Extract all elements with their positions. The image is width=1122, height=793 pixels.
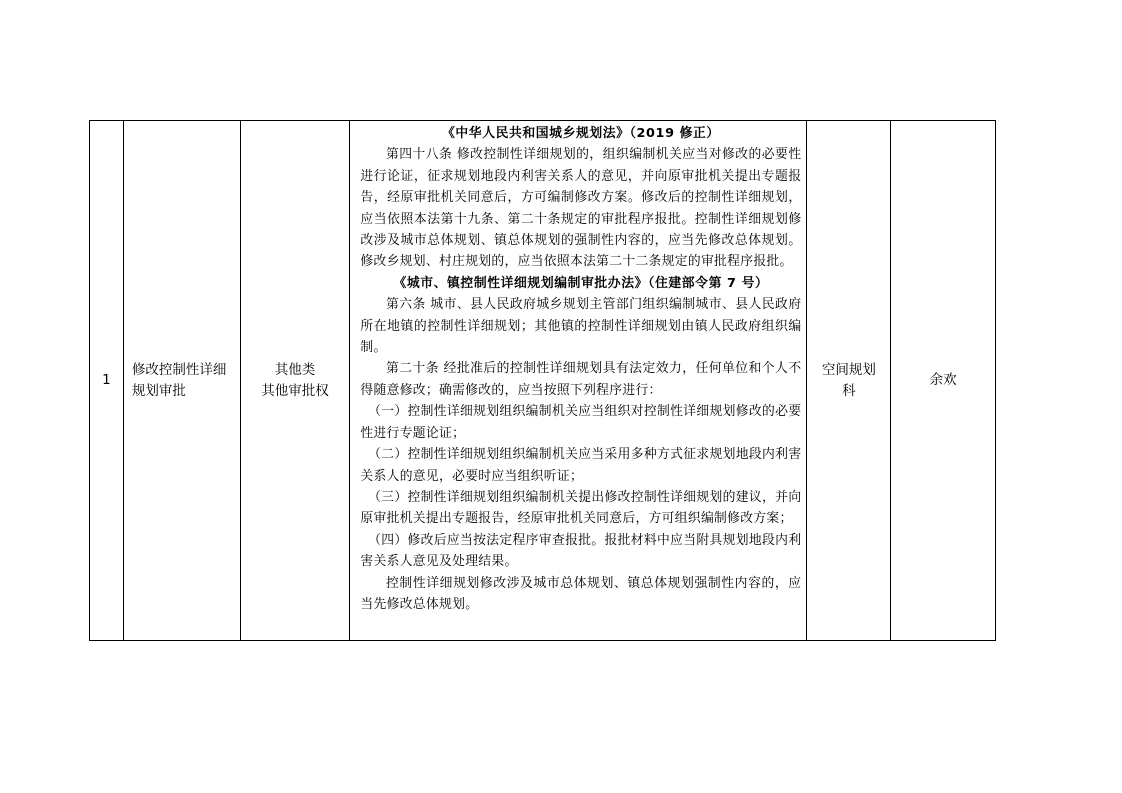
article-text: 控制性详细规划修改涉及城市总体规划、镇总体规划强制性内容的，应当先修改总体规划。 — [360, 575, 802, 612]
item-name: 修改控制性详细规划审批 — [131, 361, 227, 399]
law-title: 《城市、镇控制性详细规划编制审批办法》（住建部令第 7 号） — [393, 275, 769, 291]
article-clause: （二）控制性详细规划组织编制机关应当采用多种方式征求规划地段内利害关系人的意见，必要时应当组织听证； — [360, 447, 802, 484]
article-text: 第四十八条 修改控制性详细规划的，组织编制机关应当对修改的必要性进行论证，征求规划地段内利害关系人的意见，并向原审批机关提出专题报告，经原审批机关同意后，方可编制修改方案。修改后的控制性详细规划，应当依照本法第十九条、第二十条规定的审批程序报批。控制性详细规划修改涉及城市总体规划、镇总体规划的强制性内容的，应当先修改总体规划。修改乡规划、村庄规划的，应当依照本法第二十二条规定的审批程序报批。 — [360, 147, 802, 270]
article-text: 第六条 城市、县人民政府城乡规划主管部门组织编制城市、县人民政府所在地镇的控制性详细规划；其他镇的控制性详细规划由镇人民政府组织编制。 — [360, 297, 802, 356]
person-cell — [891, 121, 995, 640]
approval-table — [89, 120, 996, 641]
responsible-person: 余欢 — [929, 372, 957, 388]
category-subtype: 其他审批权 — [261, 382, 329, 399]
category-cell — [241, 121, 351, 640]
article-text: 第二十条 经批准后的控制性详细规划具有法定效力，任何单位和个人不得随意修改；确需修改的，应当按照下列程序进行： — [360, 361, 802, 398]
department-name: 空间规划科 — [821, 361, 876, 399]
article-clause: （四）修改后应当按法定程序审查报批。报批材料中应当附具规划地段内利害关系人意见及处理结果。 — [360, 532, 802, 570]
row-number: 1 — [102, 372, 111, 388]
article-clause: （一）控制性详细规划组织编制机关应当组织对控制性详细规划修改的必要性进行专题论证； — [360, 404, 802, 441]
category-type: 其他类 — [274, 361, 316, 378]
law-title: 《中华人民共和国城乡规划法》（2019 修正） — [442, 126, 720, 141]
legal-basis-cell — [350, 121, 807, 640]
row-number-cell — [90, 121, 124, 640]
item-name-cell — [124, 121, 241, 640]
article-clause: （三）控制性详细规划组织编制机关提出修改控制性详细规划的建议，并向原审批机关提出专题报告，经原审批机关同意后，方可组织编制修改方案； — [360, 489, 802, 527]
department-cell — [807, 121, 891, 640]
